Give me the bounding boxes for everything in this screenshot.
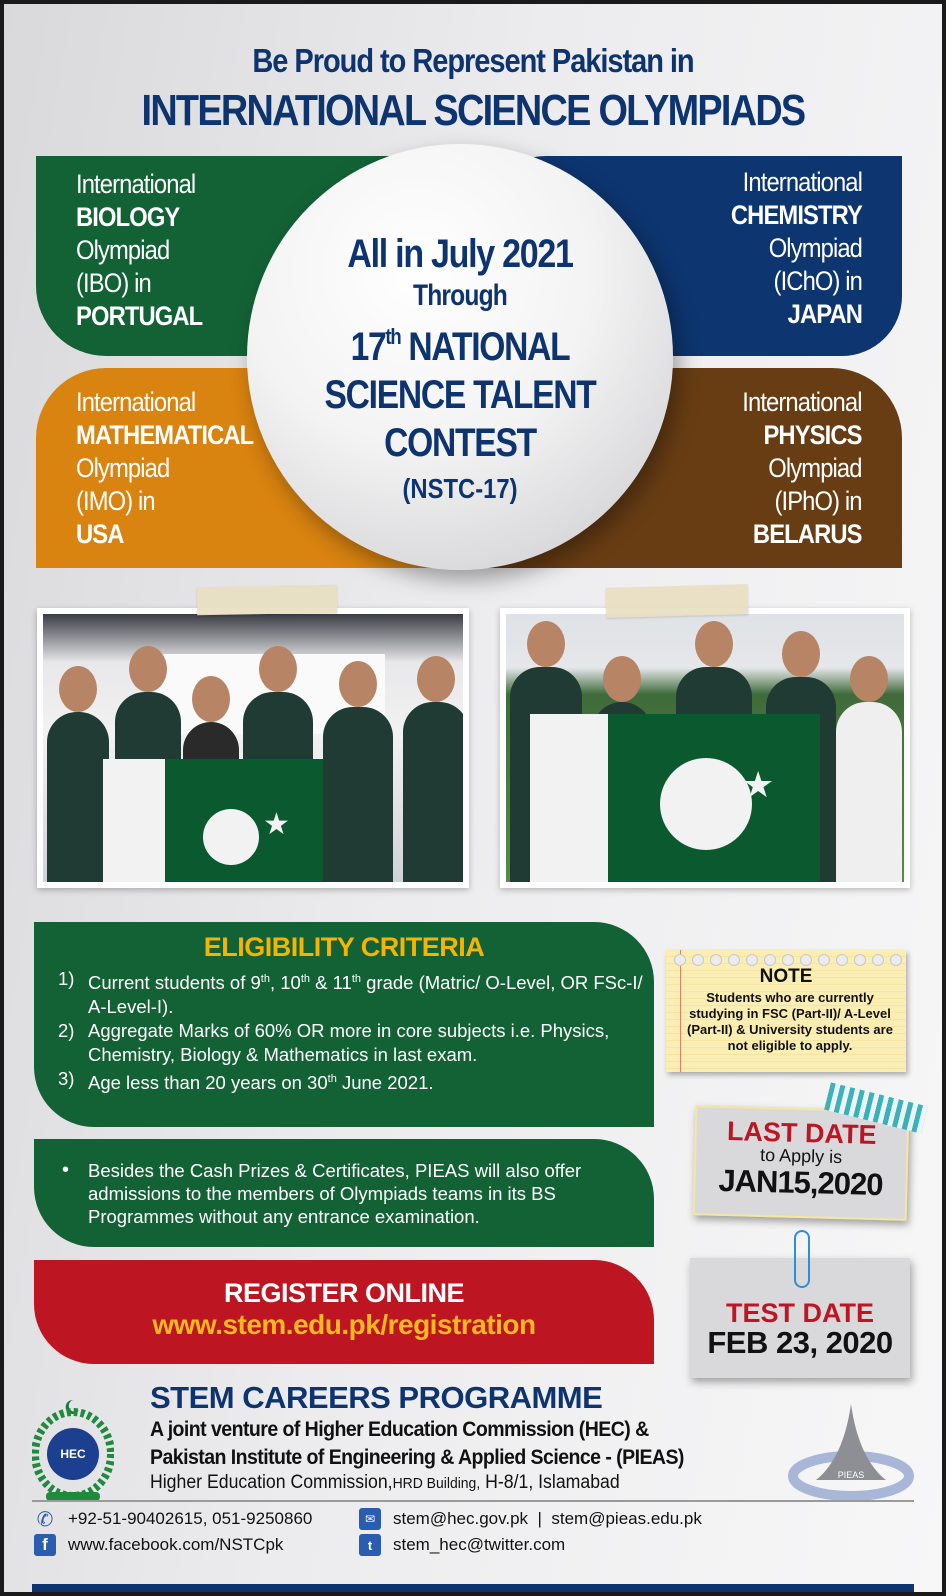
phone-numbers: +92-51-90402615, 051-9250860 — [68, 1509, 313, 1528]
header-title: INTERNATIONAL SCIENCE OLYMPIADS — [141, 86, 805, 135]
eligibility-title: ELIGIBILITY CRITERIA — [203, 932, 485, 962]
register-panel — [34, 1260, 654, 1364]
test-date-title: TEST DATE — [726, 1298, 874, 1328]
team-photo-1 — [37, 608, 469, 888]
panel-subject: CHEMISTRY — [730, 200, 862, 230]
person — [403, 702, 463, 882]
panel-kind: Olympiad — [76, 235, 170, 265]
tape — [197, 585, 337, 615]
last-date-title: LAST DATE — [726, 1116, 877, 1150]
notebook-holes — [674, 954, 902, 966]
ordinal-number: 17 — [350, 325, 386, 369]
team-photo-2-image — [506, 614, 904, 882]
panel-prefix: International — [76, 169, 196, 199]
panel-subject: PHYSICS — [763, 420, 862, 450]
bullet-icon: • — [62, 1159, 70, 1181]
poster — [4, 4, 942, 1592]
facebook-icon: f — [34, 1534, 56, 1556]
register-link[interactable]: www.stem.edu.pk/registration — [152, 1309, 536, 1340]
eligibility-item — [58, 1019, 654, 1067]
panel-subject: BIOLOGY — [76, 202, 180, 232]
programme-title: STEM CAREERS PROGRAMME — [150, 1380, 603, 1415]
last-date-value: JAN15,2020 — [718, 1162, 883, 1203]
person — [47, 712, 109, 882]
svg-text:PIEAS: PIEAS — [837, 1470, 865, 1480]
mail-icon: ✉ — [359, 1508, 381, 1530]
panel-kind: Olympiad — [768, 453, 862, 483]
ordinal-suffix: th — [385, 324, 401, 349]
center-contest-code: (NSTC-17) — [402, 473, 518, 504]
footer-divider — [32, 1500, 914, 1502]
center-through: Through — [412, 279, 507, 312]
offer-text: Besides the Cash Prizes & Certificates, PIEAS will also offer admissions to the members of Olympiads teams in its BS Programmes without any entrance examination. — [88, 1160, 582, 1227]
twitter-handle[interactable]: stem_hec@twitter.com — [393, 1535, 566, 1554]
joint-venture-line2: Pakistan Institute of Engineering & Applied Science - (PIEAS) — [150, 1446, 684, 1469]
admission-offer-panel — [34, 1139, 654, 1247]
star-icon: ★ — [742, 764, 775, 805]
eligibility-item — [58, 1067, 654, 1095]
note-title: NOTE — [759, 966, 813, 987]
person — [323, 707, 393, 882]
pakistan-flag — [530, 714, 820, 882]
panel-kind: Olympiad — [768, 233, 862, 263]
eligibility-panel — [34, 922, 654, 1127]
contact-twitter — [359, 1534, 565, 1556]
panel-country: BELARUS — [753, 519, 862, 549]
paperclip-icon — [794, 1230, 810, 1288]
panel-abbr: (IPhO) in — [774, 486, 862, 516]
item-number: 3) — [58, 1068, 75, 1090]
panel-prefix: International — [76, 387, 196, 417]
panel-country: PORTUGAL — [76, 301, 203, 331]
panel-country: USA — [76, 519, 124, 549]
center-contest-line2: SCIENCE TALENT — [324, 373, 596, 417]
center-circle — [247, 144, 673, 570]
last-date-subtitle: to Apply is — [759, 1144, 843, 1168]
panel-prefix: International — [742, 387, 862, 417]
bottom-bar — [32, 1584, 914, 1592]
panel-abbr: (IChO) in — [773, 266, 862, 296]
person — [836, 702, 902, 882]
svg-text:HEC: HEC — [60, 1447, 86, 1461]
joint-venture-line1: A joint venture of Higher Education Commission (HEC) & — [150, 1418, 649, 1441]
center-date: All in July 2021 — [347, 232, 573, 276]
panel-subject: MATHEMATICAL — [76, 420, 254, 450]
hec-logo — [32, 1396, 114, 1506]
facebook-link[interactable]: www.facebook.com/NSTCpk — [68, 1535, 284, 1554]
note-body: Students who are currently studying in FSC (Part-II)/ A-Level (Part-II) & University students are not eligible to apply. — [687, 990, 893, 1053]
eligibility-item — [58, 967, 654, 1019]
panel-country: JAPAN — [787, 299, 862, 329]
contact-phone — [34, 1508, 312, 1530]
contest-word: NATIONAL — [400, 325, 570, 369]
eligibility-list — [58, 967, 654, 1095]
contact-email — [359, 1508, 702, 1530]
item-number: 2) — [58, 1020, 75, 1042]
register-title: REGISTER ONLINE — [223, 1278, 465, 1308]
note-card — [666, 950, 906, 1072]
item-text: Age less than 20 years on 30th June 2021. — [88, 1072, 434, 1094]
phone-icon: ✆ — [36, 1508, 54, 1531]
pieas-logo — [786, 1400, 916, 1500]
twitter-icon: t — [359, 1534, 381, 1556]
test-date-value: FEB 23, 2020 — [707, 1325, 893, 1360]
email-addresses[interactable]: stem@hec.gov.pk | stem@pieas.edu.pk — [393, 1509, 702, 1528]
panel-prefix: International — [742, 167, 862, 197]
center-contest-line3: CONTEST — [384, 421, 536, 465]
address: Higher Education Commission,HRD Building, H-8/1, Islamabad — [150, 1472, 620, 1493]
contact-facebook — [34, 1534, 283, 1556]
panel-abbr: (IBO) in — [76, 268, 151, 298]
center-contest-line1 — [281, 313, 639, 371]
item-text: Aggregate Marks of 60% OR more in core subjects i.e. Physics, Chemistry, Biology & Mathematics in last exam. — [88, 1020, 610, 1066]
panel-kind: Olympiad — [76, 453, 170, 483]
header-tagline: Be Proud to Represent Pakistan in — [252, 42, 694, 79]
pakistan-flag — [103, 759, 323, 882]
team-photo-2 — [500, 608, 910, 888]
team-photo-1-image — [43, 614, 463, 882]
star-icon: ★ — [263, 808, 290, 841]
panel-abbr: (IMO) in — [76, 486, 155, 516]
item-text: Current students of 9th, 10th & 11th grade (Matric/ O-Level, OR FSc-I/ A-Level-I). — [88, 972, 643, 1018]
item-number: 1) — [58, 968, 75, 989]
tape — [606, 584, 749, 618]
